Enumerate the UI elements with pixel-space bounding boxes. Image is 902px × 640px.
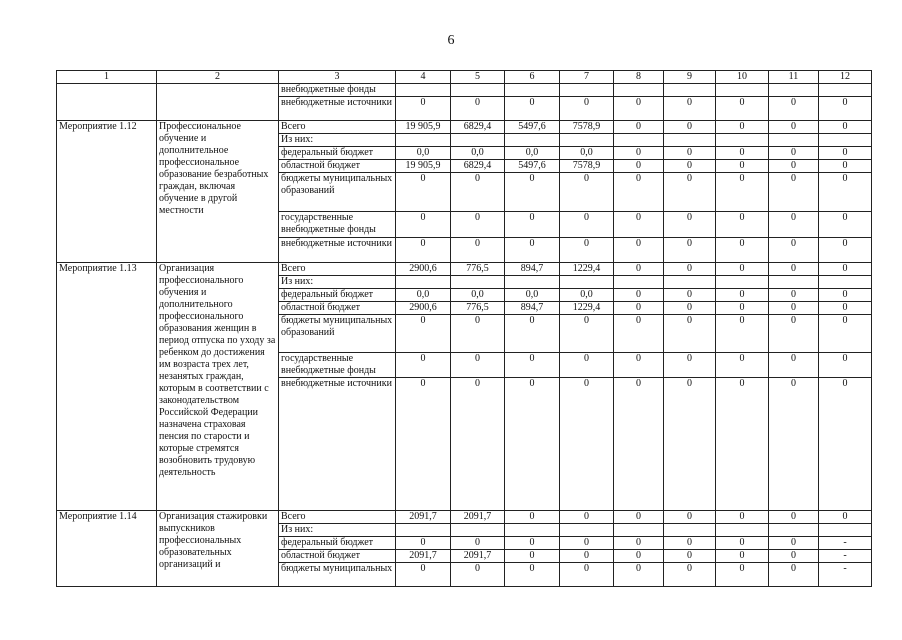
header-cell: 11 — [769, 71, 819, 84]
value-cell: 0 — [716, 353, 769, 378]
value-cell: 0 — [664, 378, 716, 511]
value-cell: 0 — [396, 212, 451, 238]
value-cell: 0 — [560, 173, 614, 212]
value-cell: 0 — [451, 378, 505, 511]
value-cell — [451, 84, 505, 97]
value-cell: 0 — [664, 160, 716, 173]
value-cell: 0 — [451, 212, 505, 238]
value-cell: 0 — [769, 212, 819, 238]
header-cell: 8 — [614, 71, 664, 84]
value-cell: 894,7 — [505, 302, 560, 315]
activity-name-cell — [57, 84, 157, 121]
value-cell: 6829,4 — [451, 160, 505, 173]
value-cell: 0 — [614, 511, 664, 524]
activity-description-cell: Организация профессионального обучения и дополнительного профессионального образования женщин в период отпуска по уходу за ребенком до достижения им возраста трех лет, незанятых граждан, которым в соответствии с законодательством Российской Федерации назначена страховая пенсия по старости и которые стремятся возобновить трудовую деятельность — [157, 263, 279, 511]
value-cell: 0 — [819, 121, 872, 134]
value-cell: 0 — [505, 537, 560, 550]
value-cell: 0 — [505, 173, 560, 212]
value-cell: 0,0 — [505, 289, 560, 302]
value-cell: 0 — [451, 353, 505, 378]
page-number: 6 — [447, 33, 455, 48]
value-cell: 0 — [716, 563, 769, 587]
value-cell — [396, 524, 451, 537]
value-cell: 0 — [396, 238, 451, 263]
funding-source-cell: областной бюджет — [279, 160, 396, 173]
value-cell: 0 — [664, 563, 716, 587]
funding-source-cell: внебюджетные источники — [279, 238, 396, 263]
value-cell: 0 — [560, 353, 614, 378]
value-cell: 0 — [451, 173, 505, 212]
value-cell: 0 — [664, 147, 716, 160]
value-cell: 0,0 — [560, 289, 614, 302]
value-cell — [505, 276, 560, 289]
value-cell: 0 — [614, 353, 664, 378]
funding-source-cell: Из них: — [279, 276, 396, 289]
value-cell — [664, 524, 716, 537]
value-cell: 0 — [716, 550, 769, 563]
value-cell: 0 — [819, 511, 872, 524]
value-cell: 0 — [560, 97, 614, 121]
value-cell: 0 — [560, 238, 614, 263]
funding-source-cell: государственные внебюджетные фонды — [279, 353, 396, 378]
activity-description-cell: Организация стажировки выпускников профессиональных образовательных организаций и — [157, 511, 279, 587]
value-cell: 0 — [614, 302, 664, 315]
value-cell: 0 — [819, 173, 872, 212]
value-cell: 0 — [716, 212, 769, 238]
funding-source-cell: бюджеты муниципальных образований — [279, 173, 396, 212]
value-cell: 0 — [819, 353, 872, 378]
value-cell: 0 — [664, 302, 716, 315]
table-row — [57, 511, 872, 524]
value-cell — [451, 276, 505, 289]
value-cell: 0 — [614, 289, 664, 302]
header-cell: 4 — [396, 71, 451, 84]
value-cell: 0 — [505, 97, 560, 121]
funding-source-cell: Всего — [279, 263, 396, 276]
value-cell: 0 — [769, 147, 819, 160]
value-cell — [560, 524, 614, 537]
header-cell: 12 — [819, 71, 872, 84]
funding-source-cell: областной бюджет — [279, 302, 396, 315]
value-cell: 0 — [451, 563, 505, 587]
value-cell: 0 — [614, 378, 664, 511]
value-cell: 2900,6 — [396, 302, 451, 315]
header-cell: 2 — [157, 71, 279, 84]
value-cell — [716, 524, 769, 537]
funding-source-cell: бюджеты муниципальных образований — [279, 315, 396, 353]
value-cell: 2900,6 — [396, 263, 451, 276]
funding-source-cell: внебюджетные источники — [279, 97, 396, 121]
value-cell: 0 — [769, 511, 819, 524]
value-cell — [664, 84, 716, 97]
value-cell: 0 — [664, 353, 716, 378]
value-cell: 0 — [614, 97, 664, 121]
value-cell: 0 — [769, 121, 819, 134]
value-cell — [614, 276, 664, 289]
value-cell: 0 — [614, 263, 664, 276]
value-cell: 0 — [614, 173, 664, 212]
value-cell: 0 — [560, 378, 614, 511]
value-cell — [614, 134, 664, 147]
value-cell — [505, 134, 560, 147]
value-cell: 1229,4 — [560, 302, 614, 315]
value-cell: 0 — [505, 212, 560, 238]
value-cell — [716, 276, 769, 289]
value-cell: 6829,4 — [451, 121, 505, 134]
value-cell: 0 — [819, 238, 872, 263]
value-cell: 0 — [769, 238, 819, 263]
value-cell — [451, 524, 505, 537]
value-cell: 0 — [614, 537, 664, 550]
value-cell — [716, 134, 769, 147]
value-cell: 0 — [664, 511, 716, 524]
value-cell: 0 — [819, 289, 872, 302]
value-cell — [560, 84, 614, 97]
value-cell: 0 — [614, 550, 664, 563]
value-cell: 0 — [664, 173, 716, 212]
value-cell — [451, 134, 505, 147]
value-cell: 776,5 — [451, 263, 505, 276]
value-cell — [664, 134, 716, 147]
value-cell: 0 — [396, 537, 451, 550]
table-row — [57, 263, 872, 276]
value-cell: 0 — [396, 173, 451, 212]
value-cell — [614, 84, 664, 97]
value-cell: 0 — [769, 302, 819, 315]
value-cell — [819, 134, 872, 147]
value-cell: 0 — [769, 160, 819, 173]
value-cell: 0 — [614, 563, 664, 587]
value-cell: 0 — [451, 97, 505, 121]
value-cell: 0 — [664, 550, 716, 563]
value-cell: 0 — [716, 315, 769, 353]
value-cell: 0 — [396, 563, 451, 587]
value-cell: 0 — [396, 378, 451, 511]
value-cell: 0 — [819, 160, 872, 173]
value-cell: 0 — [560, 315, 614, 353]
header-cell: 9 — [664, 71, 716, 84]
funding-source-cell: Из них: — [279, 524, 396, 537]
value-cell: 0 — [716, 97, 769, 121]
value-cell: 0 — [614, 121, 664, 134]
header-cell: 3 — [279, 71, 396, 84]
value-cell: 0 — [664, 263, 716, 276]
value-cell: 19 905,9 — [396, 160, 451, 173]
value-cell: - — [819, 550, 872, 563]
value-cell — [819, 276, 872, 289]
table-body — [57, 71, 872, 587]
value-cell: 0 — [716, 238, 769, 263]
value-cell — [505, 524, 560, 537]
value-cell: 0 — [396, 353, 451, 378]
value-cell: 0,0 — [396, 147, 451, 160]
value-cell — [560, 134, 614, 147]
funding-source-cell: внебюджетные источники — [279, 378, 396, 511]
value-cell: 0 — [769, 315, 819, 353]
value-cell: 0 — [769, 563, 819, 587]
header-cell: 5 — [451, 71, 505, 84]
value-cell: 0 — [505, 238, 560, 263]
value-cell — [769, 524, 819, 537]
funding-source-cell: Всего — [279, 511, 396, 524]
value-cell: 0,0 — [560, 147, 614, 160]
value-cell: 5497,6 — [505, 121, 560, 134]
value-cell: 0,0 — [396, 289, 451, 302]
value-cell — [769, 134, 819, 147]
value-cell: 0 — [716, 511, 769, 524]
table-row — [57, 121, 872, 134]
value-cell: 0 — [505, 511, 560, 524]
value-cell: 0 — [716, 160, 769, 173]
header-cell: 7 — [560, 71, 614, 84]
funding-source-cell: бюджеты муниципальных — [279, 563, 396, 587]
value-cell: 0 — [451, 315, 505, 353]
value-cell: 0 — [716, 263, 769, 276]
value-cell: 0 — [716, 289, 769, 302]
value-cell: 2091,7 — [451, 550, 505, 563]
value-cell: 0 — [451, 537, 505, 550]
value-cell: 0 — [716, 147, 769, 160]
value-cell: 0 — [560, 511, 614, 524]
value-cell: 0 — [716, 121, 769, 134]
value-cell: 0 — [614, 315, 664, 353]
value-cell: 0 — [664, 97, 716, 121]
value-cell: 0 — [769, 537, 819, 550]
value-cell — [396, 276, 451, 289]
value-cell: 0 — [505, 550, 560, 563]
value-cell — [505, 84, 560, 97]
table-row — [57, 84, 872, 97]
value-cell: 0 — [505, 378, 560, 511]
value-cell: 0 — [819, 97, 872, 121]
activity-name-cell: Мероприятие 1.13 — [57, 263, 157, 511]
value-cell: 0 — [664, 121, 716, 134]
value-cell — [769, 84, 819, 97]
funding-source-cell: государственные внебюджетные фонды — [279, 212, 396, 238]
value-cell: 0,0 — [451, 147, 505, 160]
value-cell: 0 — [560, 212, 614, 238]
value-cell: 7578,9 — [560, 121, 614, 134]
header-cell: 10 — [716, 71, 769, 84]
value-cell — [769, 276, 819, 289]
value-cell: 0 — [396, 97, 451, 121]
value-cell: 0 — [664, 238, 716, 263]
value-cell: 776,5 — [451, 302, 505, 315]
funding-source-cell: Всего — [279, 121, 396, 134]
value-cell: 2091,7 — [451, 511, 505, 524]
header-row — [57, 71, 872, 84]
value-cell: 2091,7 — [396, 511, 451, 524]
value-cell: 0 — [769, 97, 819, 121]
value-cell: 0 — [819, 378, 872, 511]
value-cell — [819, 84, 872, 97]
value-cell: 0 — [769, 353, 819, 378]
value-cell — [396, 84, 451, 97]
funding-source-cell: федеральный бюджет — [279, 537, 396, 550]
value-cell: 0 — [819, 302, 872, 315]
value-cell — [560, 276, 614, 289]
value-cell: 0 — [396, 315, 451, 353]
value-cell — [716, 84, 769, 97]
value-cell: - — [819, 563, 872, 587]
value-cell — [819, 524, 872, 537]
funding-table-container — [56, 70, 872, 587]
value-cell: 0 — [664, 537, 716, 550]
value-cell: 0 — [716, 537, 769, 550]
value-cell: 0 — [614, 238, 664, 263]
value-cell: 0 — [664, 212, 716, 238]
value-cell — [396, 134, 451, 147]
value-cell: 0,0 — [505, 147, 560, 160]
value-cell: 0 — [560, 563, 614, 587]
funding-source-cell: федеральный бюджет — [279, 147, 396, 160]
value-cell: 0 — [769, 173, 819, 212]
funding-source-cell: областной бюджет — [279, 550, 396, 563]
value-cell: 0 — [614, 147, 664, 160]
value-cell: 0 — [614, 160, 664, 173]
value-cell — [614, 524, 664, 537]
activity-description-cell: Профессиональное обучение и дополнительное профессиональное образование безработных граждан, включая обучение в другой местности — [157, 121, 279, 263]
value-cell: 2091,7 — [396, 550, 451, 563]
value-cell: - — [819, 537, 872, 550]
value-cell: 0 — [819, 263, 872, 276]
value-cell: 0 — [819, 147, 872, 160]
value-cell: 0 — [769, 378, 819, 511]
header-cell: 6 — [505, 71, 560, 84]
value-cell: 0 — [716, 302, 769, 315]
header-cell: 1 — [57, 71, 157, 84]
value-cell: 0 — [451, 238, 505, 263]
value-cell: 0 — [819, 212, 872, 238]
value-cell — [664, 276, 716, 289]
value-cell: 19 905,9 — [396, 121, 451, 134]
value-cell: 7578,9 — [560, 160, 614, 173]
value-cell: 0 — [505, 563, 560, 587]
value-cell: 0 — [716, 378, 769, 511]
activity-name-cell: Мероприятие 1.12 — [57, 121, 157, 263]
activity-name-cell: Мероприятие 1.14 — [57, 511, 157, 587]
value-cell: 0 — [505, 353, 560, 378]
value-cell: 894,7 — [505, 263, 560, 276]
value-cell: 0 — [614, 212, 664, 238]
value-cell: 0 — [664, 289, 716, 302]
value-cell: 0 — [769, 550, 819, 563]
value-cell: 0 — [505, 315, 560, 353]
value-cell: 0 — [819, 315, 872, 353]
value-cell: 0,0 — [451, 289, 505, 302]
value-cell: 5497,6 — [505, 160, 560, 173]
value-cell: 0 — [769, 263, 819, 276]
funding-source-cell: внебюджетные фонды — [279, 84, 396, 97]
value-cell: 0 — [560, 537, 614, 550]
value-cell: 0 — [664, 315, 716, 353]
value-cell: 1229,4 — [560, 263, 614, 276]
funding-source-cell: Из них: — [279, 134, 396, 147]
value-cell: 0 — [560, 550, 614, 563]
value-cell: 0 — [769, 289, 819, 302]
funding-table — [56, 70, 872, 587]
funding-source-cell: федеральный бюджет — [279, 289, 396, 302]
activity-description-cell — [157, 84, 279, 121]
value-cell: 0 — [716, 173, 769, 212]
